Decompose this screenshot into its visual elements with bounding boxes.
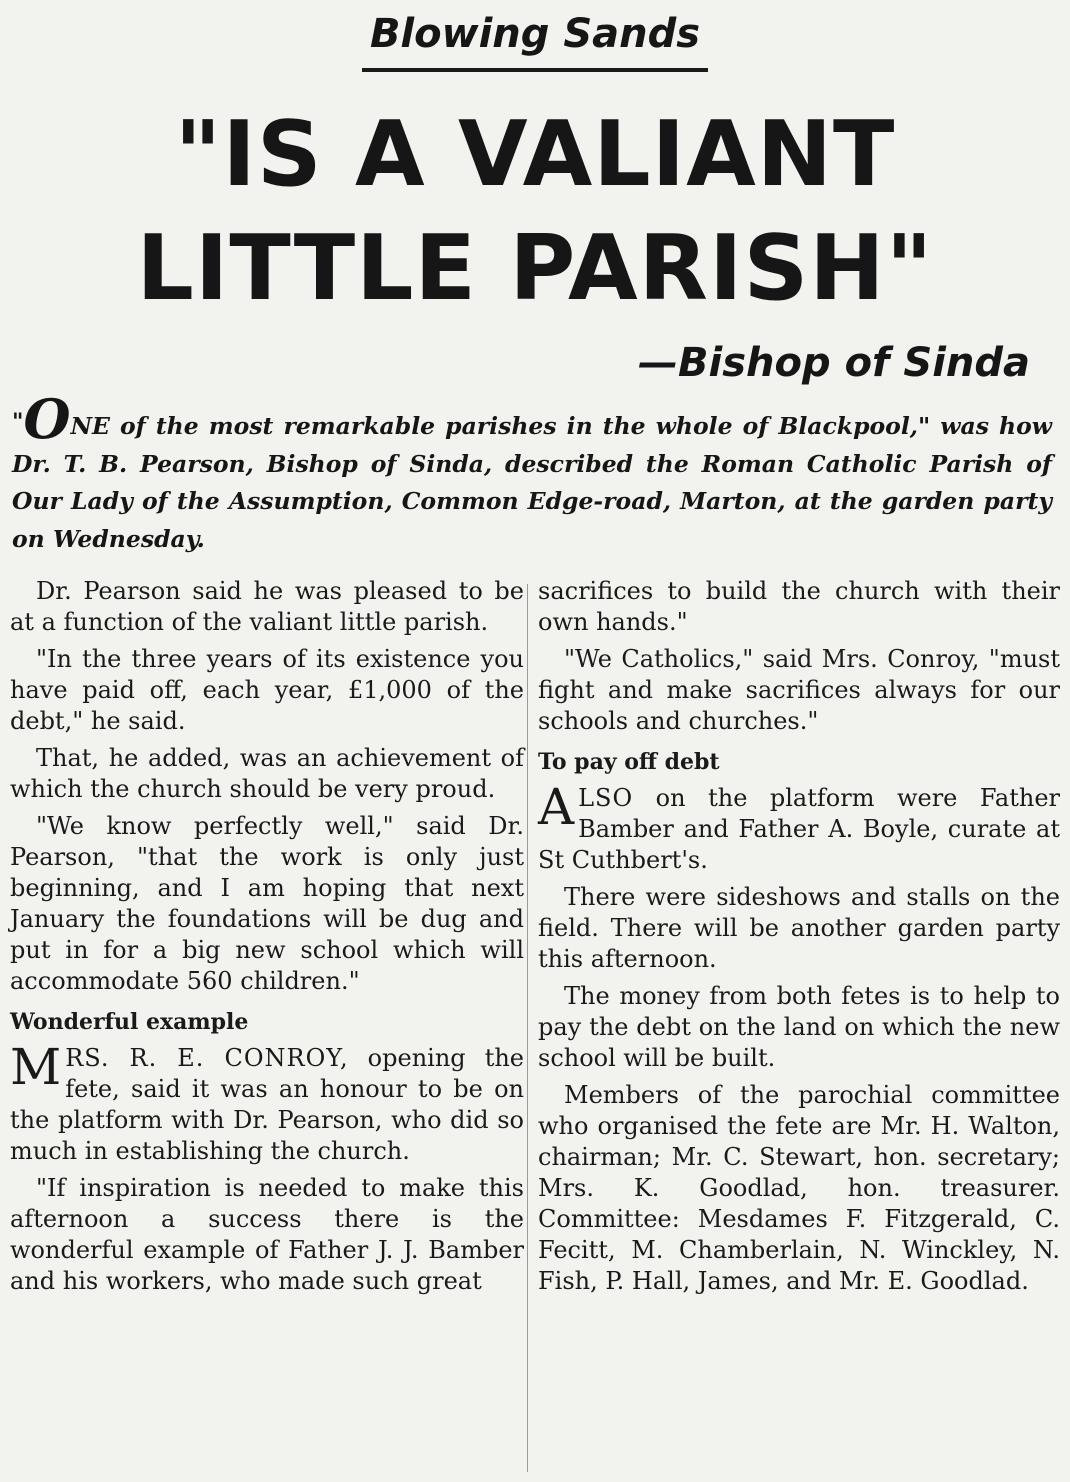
right-paragraph-3: [538, 778, 1060, 876]
left-paragraph-2: "In the three years of its existence you have paid off, each year, £1,000 of the debt," he said.: [10, 645, 524, 735]
left-paragraph-4: "We know perfectly well," said Dr. Pearson, "that the work is only just beginning, and I am hoping that next January the foundations will be dug and put in for a big new school which will accommodate 560 children.": [10, 812, 524, 995]
right-paragraph-6: Members of the parochial committee who organised the fete are Mr. H. Walton, chairman; Mr. C. Stewart, hon. secretary; Mrs. K. Goodlad, hon. treasurer. Committee: Mesdames F. Fitzgerald, C. Fecitt, M. Chamberlain, N. Winckley, N. Fish, P. Hall, James, and Mr. E. Goodlad.: [538, 1081, 1060, 1295]
subhead-to-pay-off-debt: To pay off debt: [538, 749, 720, 775]
left-paragraph-5-rest: opening the fete, said it was an honour to be on the platform with Dr. Pearson, who did so much in establishing the church.: [10, 1044, 525, 1165]
lead-first-word-rest: NE: [70, 412, 110, 440]
column-divider: [527, 584, 528, 1472]
right-paragraph-5: The money from both fetes is to help to pay the debt on the land on which the new school will be built.: [538, 982, 1060, 1072]
kicker-title: Blowing Sands: [362, 6, 708, 72]
right-paragraph-1: sacrifices to build the church with their own hands.": [538, 577, 1060, 636]
left-paragraph-3: That, he added, was an achievement of which the church should be very proud.: [10, 744, 524, 803]
lead-text: of the most remarkable parishes in the whole of Blackpool," was how Dr. T. B. Pearson, Bishop of Sinda, described the Roman Catholic Parish of Our Lady of the Assumption, Common Edge-road, Marton, at the garden party on Wednesday.: [12, 412, 1052, 553]
headline: "IS A VALIANT LITTLE PARISH": [136, 102, 934, 321]
left-paragraph-5: [10, 1038, 525, 1167]
right-paragraph-4: There were sideshows and stalls on the field. There will be another garden party this afternoon.: [538, 883, 1060, 973]
lead-open-quote: ": [12, 409, 24, 435]
left-paragraph-5-lead: RS. R. E. CONROY,: [65, 1044, 349, 1072]
right-drop-cap: A: [538, 778, 575, 836]
right-paragraph-3-lead: LSO: [578, 784, 634, 812]
left-column: [10, 576, 524, 1303]
attribution: —Bishop of Sinda: [638, 340, 1030, 386]
right-column: [538, 576, 1060, 1303]
right-paragraph-3-rest: on the platform were Father Bamber and Father A. Boyle, curate at St Cuthbert's.: [538, 784, 1060, 874]
lead-drop-letter: O: [23, 387, 71, 451]
subhead-wonderful-example: Wonderful example: [10, 1009, 249, 1035]
lead-paragraph: [12, 387, 1052, 558]
left-paragraph-1: Dr. Pearson said he was pleased to be at a function of the valiant little parish.: [10, 577, 524, 636]
right-paragraph-2: "We Catholics," said Mrs. Conroy, "must fight and make sacrifices always for our schools and churches.": [538, 645, 1060, 735]
left-drop-cap: M: [10, 1038, 62, 1096]
left-paragraph-6: "If inspiration is needed to make this afternoon a success there is the wonderful example of Father J. J. Bamber and his workers, who made such great: [10, 1174, 524, 1295]
kicker-container: [0, 6, 1070, 72]
